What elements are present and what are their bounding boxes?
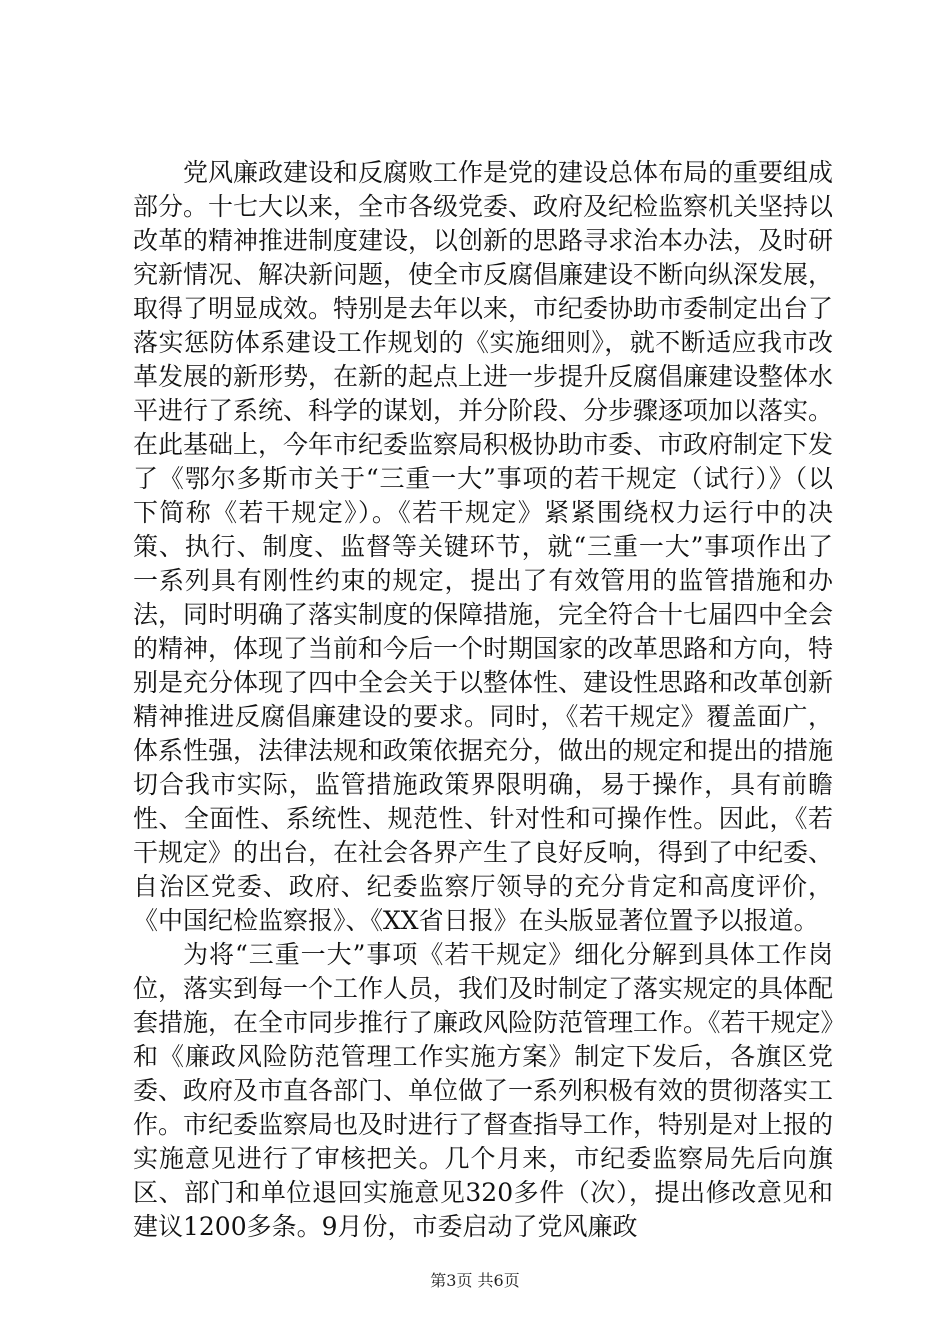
document-body xyxy=(133,156,833,1244)
paragraph-2: 为将“三重一大”事项《若干规定》细化分解到具体工作岗位，落实到每一个工作人员，我们及时制定了落实规定的具体配套措施，在全市同步推行了廉政风险防范管理工作。《若干规定》和《廉政风险防范管理工作实施方案》制定下发后，各旗区党委、政府及市直各部门、单位做了一系列积极有效的贯彻落实工作。市纪委监察局也及时进行了督查指导工作，特别是对上报的实施意见进行了审核把关。几个月来，市纪委监察局先后向旗区、部门和单位退回实施意见320多件（次），提出修改意见和建议1200多条。9月份，市委启动了党风廉政 xyxy=(133,940,834,1241)
page-footer: 第3页 共6页 xyxy=(430,1271,520,1290)
paragraph-1: 党风廉政建设和反腐败工作是党的建设总体布局的重要组成部分。十七大以来，全市各级党委、政府及纪检监察机关坚持以改革的精神推进制度建设，以创新的思路寻求治本办法，及时研究新情况、解决新问题，使全市反腐倡廉建设不断向纵深发展，取得了明显成效。特别是去年以来，市纪委协助市委制定出台了落实惩防体系建设工作规划的《实施细则》，就不断适应我市改革发展的新形势，在新的起点上进一步提升反腐倡廉建设整体水平进行了系统、科学的谋划，并分阶段、分步骤逐项加以落实。在此基础上，今年市纪委监察局积极协助市委、市政府制定下发了《鄂尔多斯市关于“三重一大”事项的若干规定（试行）》（以下简称《若干规定》）。《若干规定》紧紧围绕权力运行中的决策、执行、制度、监督等关键环节，就“三重一大”事项作出了一系列具有刚性约束的规定，提出了有效管用的监管措施和办法，同时明确了落实制度的保障措施，完全符合十七届四中全会的精神，体现了当前和今后一个时期国家的改革思路和方向，特别是充分体现了四中全会关于以整体性、建设性思路和改革创新精神推进反腐倡廉建设的要求。同时，《若干规定》覆盖面广，体系性强，法律法规和政策依据充分，做出的规定和提出的措施切合我市实际，监管措施政策界限明确，易于操作，具有前瞻性、全面性、系统性、规范性、针对性和可操作性。因此，《若干规定》的出台，在社会各界产生了良好反响，得到了中纪委、自治区党委、政府、纪委监察厅领导的充分肯定和高度评价，《中国纪检监察报》、《XX省日报》在头版显著位置予以报道。 xyxy=(133,158,834,935)
